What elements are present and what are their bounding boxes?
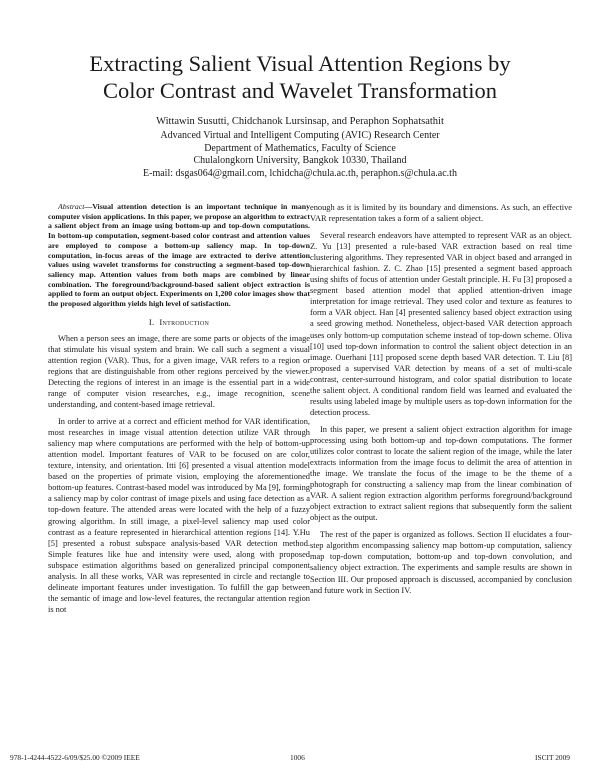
- footer-conference: ISCIT 2009: [535, 753, 570, 762]
- author-block: [40, 116, 560, 181]
- affiliation-line: Chulalongkorn University, Bangkok 10330, Thailand: [193, 155, 407, 167]
- body-paragraph: The rest of the paper is organized as follows. Section II elucidates a four-step algorithm encompassing saliency map bottom-up computation, saliency map top-down computation, bottom-up and top-down convolution, and saliency object extraction. The experiments and sample results are shown in Section III. Our proposed approach is discussed, accompanied by conclusion and future work in Section IV.: [310, 530, 572, 595]
- author-emails: E-mail: dsgas064@gmail.com, lchidcha@chula.ac.th, peraphon.s@chula.ac.th: [143, 168, 457, 180]
- section-number: I.: [148, 316, 155, 327]
- body-paragraph: Several research endeavors have attempted to represent VAR as an object. Z. Yu [13] presented a rule-based VAR extraction based on real time clustering algorithms. They represented VAR in object based and arranged in hierarchical fashion. Z. C. Zhao [15] presented a segment based approach using shifts of focus of attention under Gestalt principle. H. Fu [3] proposed a segment based attention model that applied attention-driven image interpretation for image retrieval. They used color and texture as features to form a VAR object. Han [4] presented saliency based object extraction using a seed growing method. Nonetheless, object-based VAR detection approach uses only bottom-up computation scheme instead of top-down scheme. Oliva [10] used top-down information to control the salient object detection in an image. Ouerhani [11] proposed scene depth based VAR detection. T. Liu [8] proposed a supervised VAR detection by means of a set of multi-scale contrast, center-surround histogram, and color spatial distribution to locate the salient object. A conditional random field was learned and evaluated the results using labeled image by multiple users as top-down information for the detection process.: [310, 231, 572, 417]
- paper-title: [40, 50, 560, 104]
- affiliation-line: Advanced Virtual and Intelligent Computing (AVIC) Research Center: [160, 129, 440, 141]
- affiliation-line: Department of Mathematics, Faculty of Science: [204, 142, 396, 154]
- abstract-label: Abstract: [58, 202, 85, 211]
- left-column: [48, 202, 310, 615]
- title-line-1: Extracting Salient Visual Attention Regions by: [89, 51, 511, 76]
- section-heading-introduction: [48, 317, 310, 328]
- abstract-text: Visual attention detection is an important technique in many computer vision applications. In this paper, we propose an algorithm to extract a salient object from an image using bottom-up and top-down computations. In bottom-up computation, segment-based color contrast and attention values are employed to compose a bottom-up saliency map. In top-down computation, in-focus areas of the image are extracted to derive attention values using wavelet transforms for constructing a segment-based top-down saliency map. Attention values from both maps are combined by linear combination. The foreground/background-based salient object extraction is applied to form an output object. Experiments on 1,200 color images show that the proposed algorithm yields high level of satisfaction.: [48, 202, 310, 309]
- section-title: Introduction: [159, 316, 210, 327]
- abstract: Abstract—Visual attention detection is an important technique in many computer vision applications. In this paper, we propose an algorithm to extract a salient object from an image using bottom-up and top-down computations. In bottom-up computation, segment-based color contrast and attention values are employed to compose a bottom-up saliency map. In top-down computation, in-focus areas of the image are extracted to derive attention values using wavelet transforms for constructing a segment-based top-down saliency map. Attention values from both maps are combined by linear combination. The foreground/background-based salient object extraction is applied to form an output object. Experiments on 1,200 color images show that the proposed algorithm yields high level of satisfaction.: [48, 202, 310, 309]
- footer-page-number: 1006: [290, 753, 305, 762]
- right-column: [310, 202, 572, 596]
- body-paragraph: In this paper, we present a salient object extraction algorithm for image processing using both bottom-up and top-down computations. The former utilizes color contrast to locate the salient region of the image, while the later extracts information from the image focus to delimit the area of attention in the image. We translate the focus of the image to be the theme of a photograph for constructing a saliency map from the linear combination of VAR. A salient region extraction algorithm performs foreground/background object extraction to extract salient regions that subsequently form the salient object as the output.: [310, 424, 572, 523]
- footer-copyright: 978-1-4244-4522-6/09/$25.00 ©2009 IEEE: [10, 753, 140, 762]
- body-paragraph: In order to arrive at a correct and efficient method for VAR identification, most researches in image visual attention detection utilize VAR through saliency map where computations are performed with the help of bottom-up attention model. Important features of VAR to be focused on are color, texture, intensity, and orientation. Itti [6] presented a visual attention model based on the properties of primate vision, employing the aforementioned bottom-up features. Contrast-based model was introduced by Ma [9], forming a saliency map by color contrast of image pixels and using face detection as a top-down feature. The attended areas were located with the help of a fuzzy growing algorithm. In still image, a pixel-level saliency map used color contrast as a feature represented in hierarchical attention regions [14]. Y.Hu [5] presented a robust subspace analysis-based VAR detection method. Simple features like hue and intensity were used, along with proposed subspace estimation algorithms based on generalized principal component analysis. In all these works, VAR was represented in circle and rectangle to delineate important features under investigation. To fulfill the gap between the semantic of image and low-level features, the rectangular attention region is not: [48, 417, 310, 614]
- author-names: Wittawin Susutti, Chidchanok Lursinsap, and Peraphon Sophatsathit: [156, 116, 444, 127]
- title-line-2: Color Contrast and Wavelet Transformation: [103, 78, 497, 103]
- body-paragraph: When a person sees an image, there are some parts or objects of the image that stimulate his visual system and brain. We call such a segment a visual attention region (VAR). Thus, for a given image, VAR refers to a region or regions that are distinguishable from other regions perceived by the viewer. Detecting the regions of interest in an image is the essential part in a wide range of computer vision researches, e.g., image recognition, scene understanding, and content-based image retrieval.: [48, 333, 310, 410]
- body-paragraph: enough as it is limited by its boundary and dimensions. As such, an effective VAR representation takes a form of a salient object.: [310, 203, 572, 224]
